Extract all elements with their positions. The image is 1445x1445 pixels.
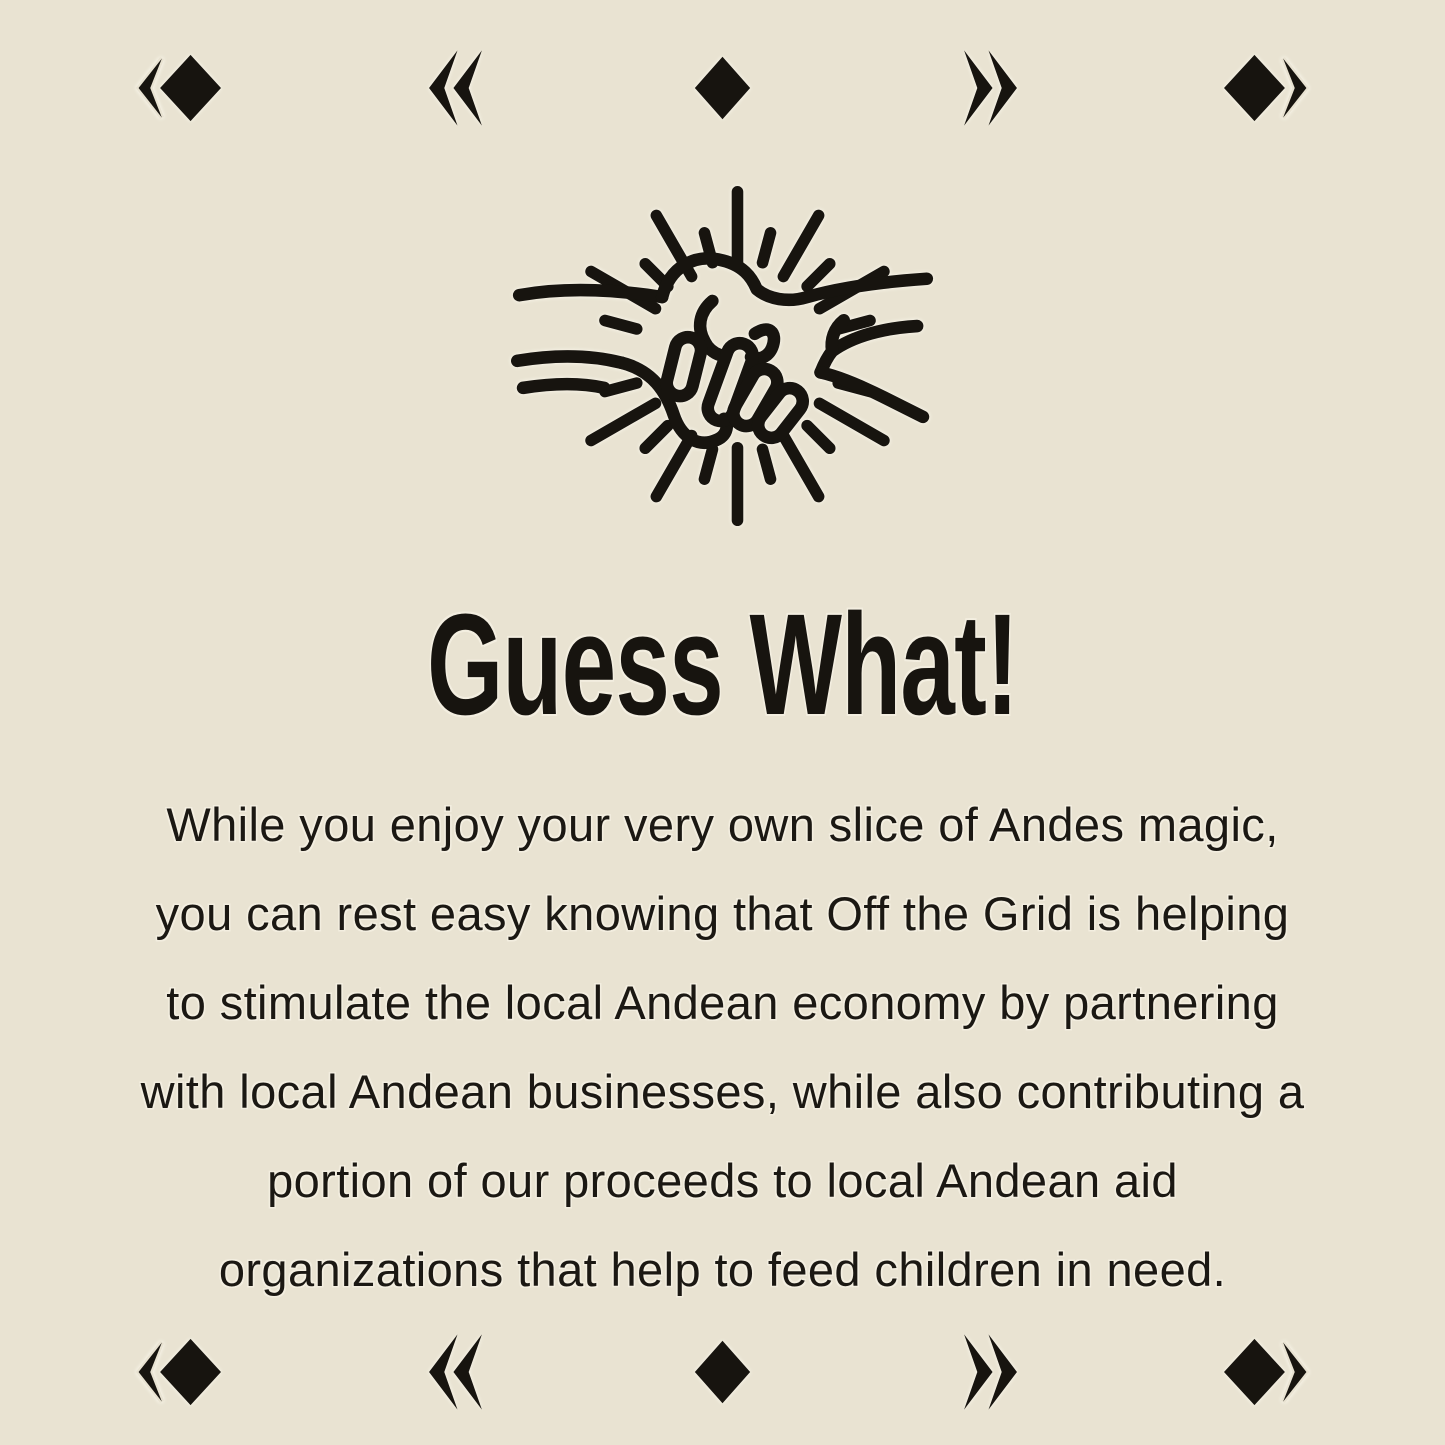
double-chevron-left-icon xyxy=(427,47,488,129)
diamond-icon xyxy=(693,55,752,121)
body-line: organizations that help to feed children in need. xyxy=(218,1243,1227,1296)
diamond-icon xyxy=(693,1339,752,1405)
body-copy xyxy=(0,780,1445,1314)
page-title-text: Guess What! xyxy=(426,584,1018,745)
chevron-diamond-left-icon xyxy=(135,1337,221,1407)
body-line: with local Andean businesses, while also contributing a xyxy=(140,1065,1305,1118)
page-title xyxy=(0,584,1445,745)
ornament-row-top xyxy=(0,46,1445,130)
handshake-sunburst-illustration xyxy=(498,158,948,583)
double-chevron-right-icon xyxy=(958,47,1019,129)
burst-rays xyxy=(591,192,884,520)
body-line: portion of our proceeds to local Andean aid xyxy=(267,1154,1178,1207)
body-line: to stimulate the local Andean economy by partnering xyxy=(166,976,1279,1029)
body-line: you can rest easy knowing that Off the Grid is helping xyxy=(155,887,1290,940)
diamond-chevron-right-icon xyxy=(1224,1337,1310,1407)
double-chevron-right-icon xyxy=(958,1331,1019,1413)
handshake-hands xyxy=(517,258,927,443)
ornament-row-bottom xyxy=(0,1330,1445,1414)
diamond-chevron-right-icon xyxy=(1224,53,1310,123)
body-line: While you enjoy your very own slice of Andes magic, xyxy=(166,798,1279,851)
double-chevron-left-icon xyxy=(427,1331,488,1413)
chevron-diamond-left-icon xyxy=(135,53,221,123)
